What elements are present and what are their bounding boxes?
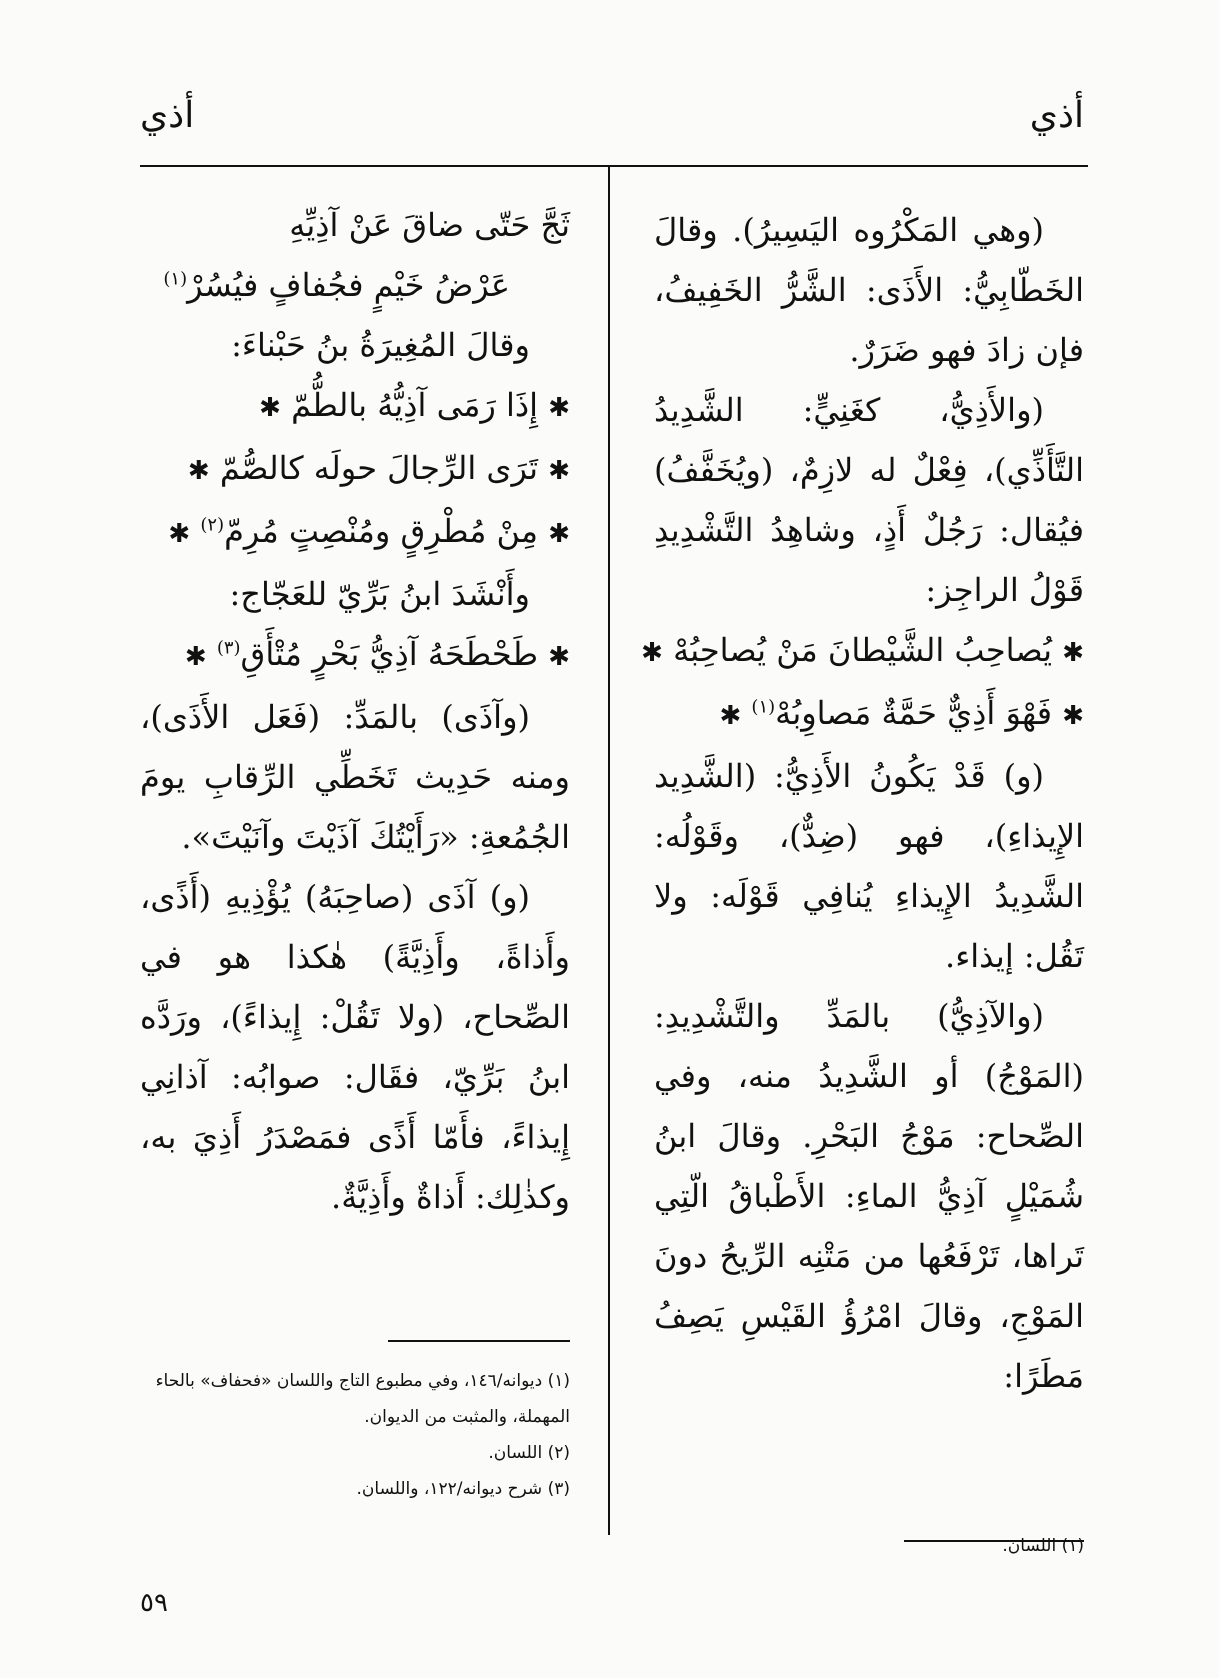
verse-star-icon: ✱ xyxy=(719,701,742,731)
verse-text: إِذَا رَمَى آذِيُّهُ بالطُّمّ xyxy=(291,386,539,424)
verse-star-icon: ✱ xyxy=(1062,638,1084,668)
footnote-ref: (٢) xyxy=(200,514,225,536)
verse-line xyxy=(641,620,1084,683)
verse-star-icon: ✱ xyxy=(259,393,281,423)
verse-star-icon: ✱ xyxy=(187,456,210,486)
verse-star-icon: ✱ xyxy=(548,519,570,549)
verse-line xyxy=(140,438,570,501)
verse-text: عَرْضُ خَيْمٍ فجُفافٍ فيُسُرْ xyxy=(187,266,510,304)
footnote-ref: (١) xyxy=(751,696,776,718)
page-number: ٥٩ xyxy=(140,1588,168,1618)
verse-text: مِنْ مُطْرِقٍ ومُنْصِتٍ مُرِمّ xyxy=(224,512,539,550)
verse-line xyxy=(140,501,570,564)
footnote: (٢) اللسان. xyxy=(488,1443,570,1463)
paragraph: (وآذَى) بالمَدِّ: (فَعَل الأَذَى)، ومنه حَدِيث تَخَطِّي الرِّقابِ يومَ الجُمُعةِ: «رَأَيْتُكَ آذَيْتَ وآنَيْتَ». xyxy=(140,698,570,856)
footnote: (٣) شرح ديوانه/١٢٢، واللسان. xyxy=(356,1479,570,1499)
paragraph: (و) قَدْ يَكُونُ الأَذِيُّ: (الشَّدِيد الإِيذاءِ)، فهو (ضِدٌّ)، وقَوْلُه: الشَّدِيدُ الإِيذاءِ يُنافِي قَوْلَه: ولا تَقُل: إيذاء. xyxy=(654,757,1084,975)
footnote-ref: (١) xyxy=(163,268,188,290)
verse-line xyxy=(140,624,570,687)
column-divider xyxy=(608,165,610,1535)
footnote-ref: (٣) xyxy=(216,637,241,659)
verse-star-icon: ✱ xyxy=(548,393,570,423)
running-header-left: أذي xyxy=(140,95,195,136)
verse-text: طَحْطَحَهُ آذِيُّ بَحْرٍ مُتْأَقِ xyxy=(240,635,539,673)
footnote-rule xyxy=(388,1340,570,1342)
verse-star-icon: ✱ xyxy=(1062,701,1084,731)
right-column xyxy=(641,200,1084,1406)
paragraph: (و) آذَى (صاحِبَهُ) يُؤْذِيهِ (أَذًى، وأَذاةً، وأَذِيَّةً) هٰكذا هو في الصِّحاح، (ولا تَقُلْ: إِيذاءً)، ورَدَّه ابنُ بَرِّيّ، فقَال: صوابُه: آذانِي إِيذاءً، فأَمّا أَذًى فمَصْدَرُ أَذِيَ به، وكذٰلِك: أَذاةٌ وأَذِيَّةٌ. xyxy=(140,878,570,1216)
verse-line xyxy=(140,375,570,438)
verse-star-icon: ✱ xyxy=(548,456,570,486)
verse-star-icon: ✱ xyxy=(168,519,191,549)
verse-star-icon: ✱ xyxy=(184,642,207,672)
header-rule xyxy=(140,165,1088,167)
verse-intro: وأَنْشَدَ ابنُ بَرِّيّ للعَجّاج: xyxy=(229,575,530,613)
verse-text: تَرَى الرِّجالَ حولَه كالصُّمّ xyxy=(219,449,539,487)
running-header-right: أذي xyxy=(1029,95,1084,136)
paragraph: (والأَذِيُّ، كغَنِيٍّ: الشَّدِيدُ التَّأَذِّي)، فِعْلٌ له لازِمٌ، (ويُخَفَّفُ) فيُقال: رَجُلٌ أَذٍ، وشاهِدُ التَّشْدِيدِ قَوْلُ الراجِز: xyxy=(654,391,1084,609)
footnotes-right xyxy=(684,1528,1084,1564)
footnote: (١) اللسان. xyxy=(1002,1536,1084,1556)
verse-line xyxy=(654,683,1084,746)
verse-star-icon: ✱ xyxy=(548,642,570,672)
verse-line xyxy=(140,255,570,315)
footnotes-left xyxy=(140,1363,570,1507)
verse-line: ثَجَّ حَتّى ضاقَ عَنْ آذِيِّهِ xyxy=(289,206,570,244)
verse-intro: وقالَ المُغِيرَةُ بنُ حَبْناءَ: xyxy=(231,326,530,364)
footnote: (١) ديوانه/١٤٦، وفي مطبوع التاج واللسان «فحفاف» بالحاء المهملة، والمثبت من الديوان. xyxy=(155,1371,570,1427)
verse-text: فَهْوَ أَذِيٌّ حَمَّةٌ مَصاوِبُهْ xyxy=(775,694,1053,732)
verse-star-icon: ✱ xyxy=(641,638,663,668)
paragraph: (وهي المَكْرُوه اليَسِيرُ). وقالَ الخَطّابِيُّ: الأَذَى: الشَّرُّ الخَفِيفُ، فإن زادَ فهو ضَرَرٌ. xyxy=(654,211,1084,369)
paragraph: (والآذِيُّ) بالمَدِّ والتَّشْدِيدِ: (المَوْجُ) أو الشَّدِيدُ منه، وفي الصِّحاح: مَوْجُ البَحْرِ. وقالَ ابنُ شُمَيْلٍ آذِيُّ الماءِ: الأَطْباقُ الّتِي تَراها، تَرْفَعُها من مَتْنِه الرِّيحُ دونَ المَوْجِ، وقالَ امْرُؤُ القَيْسِ يَصِفُ مَطَرًا: xyxy=(654,997,1084,1395)
left-column xyxy=(140,195,570,1227)
verse-text: يُصاحِبُ الشَّيْطانَ مَنْ يُصاحِبُهْ xyxy=(673,631,1053,669)
